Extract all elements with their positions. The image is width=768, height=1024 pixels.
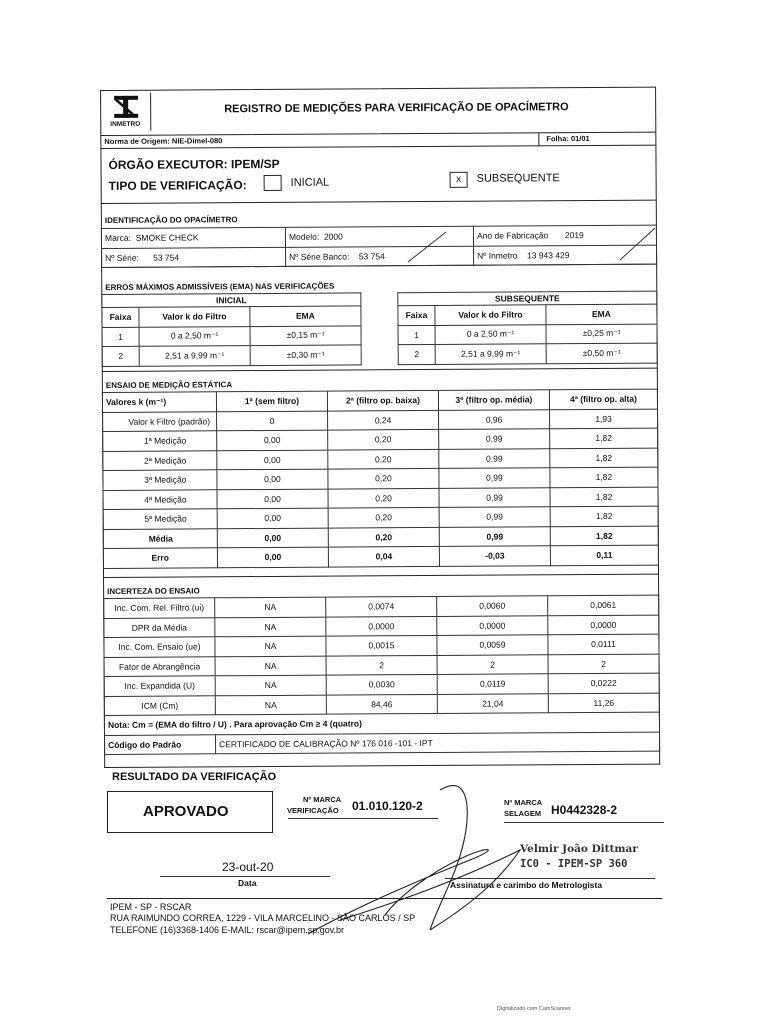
folha-text: Folha: 01/01: [546, 134, 590, 144]
inc-cell: NA: [215, 617, 326, 637]
ident-title: IDENTIFICAÇÃO DO OPACÍMETRO: [104, 215, 238, 225]
ensaio-label: Média: [103, 528, 217, 548]
orgao-box: [100, 146, 656, 204]
inicial-checkbox[interactable]: [264, 175, 282, 191]
table-row: [103, 545, 658, 568]
col-ema: EMA: [250, 306, 361, 326]
inc-cell: NA: [215, 695, 326, 715]
incerteza-title: INCERTEZA DO ENSAIO: [107, 586, 200, 596]
inc-cell: 0,0015: [326, 635, 437, 655]
ema-inicial-faixa-1: 1: [102, 327, 139, 347]
ensaio-label: 1ª Medição: [103, 431, 217, 451]
ema-inicial-ema-2: ±0,30 m⁻¹: [250, 345, 361, 365]
inc-cell: 0,0074: [326, 596, 437, 616]
inc-cell: 0,0000: [326, 616, 437, 636]
ensaio-cell: 0,99: [439, 487, 550, 507]
inmetro-label: Nº Inmetro: [477, 250, 518, 261]
incerteza-table: [103, 595, 660, 755]
ensaio-h1: 1ª (sem filtro): [216, 391, 327, 411]
inc-cell: 0,0059: [437, 635, 548, 655]
marca-sel-label1: Nº MARCA: [504, 798, 543, 807]
marca-label: Marca:: [104, 233, 131, 244]
ema-inicial-header: INICIAL: [102, 293, 361, 308]
ident-table: [101, 225, 657, 268]
subsequente-label: SUBSEQUENTE: [476, 172, 560, 185]
ensaio-cell: 1,82: [550, 487, 658, 507]
norma-text: Norma de Origem: NIE-Dimel-080: [104, 136, 223, 146]
inmetro-logo: [104, 93, 151, 131]
ema-inicial-valor-1: 0 a 2,50 m⁻¹: [139, 326, 250, 346]
inc-label: ICM (Cm): [104, 695, 215, 715]
inc-cell: 84,46: [326, 694, 437, 714]
ensaio-h4: 4ª (filtro op. alta): [549, 389, 657, 409]
ensaio-table: [102, 389, 659, 569]
inc-cell: 0,0222: [548, 673, 659, 693]
ensaio-cell: 0,20: [328, 429, 439, 449]
ensaio-cell: 1,82: [550, 506, 658, 526]
ensaio-cell: 1,93: [550, 409, 658, 429]
marca-sel-underline: [504, 822, 664, 823]
ema-sub-ema-2: ±0,50 m⁻¹: [546, 343, 657, 363]
serie-label: Nº Série:: [105, 252, 139, 263]
orgao-label: ÓRGÃO EXECUTOR: IPEM/SP: [108, 156, 280, 172]
ensaio-cell: 0,00: [217, 430, 328, 450]
marca-verif-label1: Nº MARCA: [303, 795, 342, 804]
ema-inicial-ema-1: ±0,15 m⁻¹: [250, 325, 361, 345]
ensaio-cell: 1,82: [550, 467, 658, 487]
ensaio-cell: 0,99: [439, 468, 550, 488]
col-valor-sub: Valor k do Filtro: [435, 305, 546, 325]
ensaio-cell: 0,00: [217, 489, 328, 509]
sig-line: [445, 878, 655, 879]
inc-cell: NA: [215, 656, 326, 676]
signer-name: Velmir João Dittmar: [520, 843, 638, 855]
ensaio-cell: 0,20: [328, 488, 439, 508]
ensaio-cell: 0,20: [328, 527, 439, 547]
resultado-title: RESULTADO DA VERIFICAÇÃO: [112, 771, 277, 783]
inc-cell: 0,0030: [326, 674, 437, 694]
inc-cell: 0,0000: [548, 615, 659, 635]
serie-value: 53 754: [153, 252, 180, 263]
modelo-label: Modelo:: [288, 231, 320, 243]
sig-label: Assinatura e carimbo do Metrologista: [450, 880, 603, 890]
inc-label: DPR da Média: [104, 617, 215, 637]
col-ema-sub: EMA: [546, 304, 657, 324]
inc-cell: 0,0061: [548, 595, 659, 615]
inc-label: Fator de Abrangência: [104, 656, 215, 676]
ensaio-label: 3ª Medição: [103, 470, 217, 490]
ema-sub-valor-1: 0 a 2,50 m⁻¹: [435, 324, 546, 344]
ema-subsequente-table: [397, 291, 657, 365]
ensaio-h2: 2ª (filtro op. baixa): [327, 390, 438, 410]
ema-inicial-faixa-2: 2: [102, 346, 139, 366]
serie-banco-value: 53 754: [358, 251, 385, 262]
codigo-label: Código do Padrão: [105, 734, 216, 754]
ensaio-cell: 1,82: [550, 428, 658, 448]
logo-text: INMETRO: [110, 120, 141, 128]
ensaio-cell: 0,99: [439, 448, 550, 468]
ema-inicial-table: [101, 292, 361, 366]
inc-label: Inc. Com. Ensaio (ue): [104, 637, 215, 657]
inc-cell: 0,0060: [437, 596, 548, 616]
inicial-label: INICIAL: [290, 176, 330, 189]
inc-cell: 21,04: [437, 693, 548, 713]
modelo-value: 2000: [323, 231, 343, 242]
ensaio-cell: 0,96: [439, 409, 550, 429]
codigo-value: CERTIFICADO DE CALIBRAÇÃO Nº 176 016 -101 - IPT: [215, 732, 659, 754]
footer-line2: RUA RAIMUNDO CORREA, 1229 - VILA MARCELINO - SÃO CARLOS / SP: [110, 913, 416, 923]
ensaio-cell: 1,82: [550, 526, 658, 546]
inc-label: Inc. Expandida (U): [104, 676, 215, 696]
inc-cell: NA: [215, 636, 326, 656]
tipo-label: TIPO DE VERIFICAÇÃO:: [108, 178, 247, 193]
marca-value: SMOKE CHECK: [135, 232, 199, 244]
serie-banco-label: Nº Série Banco:: [289, 251, 350, 262]
inc-cell: 0,0111: [548, 634, 659, 654]
ensaio-cell: 0,00: [217, 450, 328, 470]
ensaio-cell: 0,00: [217, 528, 328, 548]
ensaio-label: 5ª Medição: [103, 509, 217, 529]
marca-sel-label2: SELAGEM: [504, 809, 542, 818]
ensaio-h0: Valores k (m⁻¹): [102, 392, 216, 412]
marca-verif-value: 01.010.120-2: [352, 799, 423, 813]
inmetro-logo-icon: [104, 93, 148, 123]
ensaio-cell: -0,03: [439, 546, 550, 566]
ensaio-cell: 0: [217, 411, 328, 431]
inc-cell: 2: [437, 654, 548, 674]
date-value: 23-out-20: [222, 860, 274, 874]
ensaio-cell: 0,20: [328, 449, 439, 469]
ensaio-label: 2ª Medição: [103, 450, 217, 470]
ema-inicial-valor-2: 2,51 a 9,99 m⁻¹: [139, 346, 250, 366]
inc-cell: NA: [215, 675, 326, 695]
document-sheet: [100, 77, 660, 770]
marca-sel-value: H0442328-2: [551, 803, 618, 817]
scanner-note: Digitalizado com CamScanner: [497, 1006, 571, 1012]
ema-title: ERROS MÁXIMOS ADMISSÍVEIS (EMA) NAS VERIFICAÇÕES: [105, 281, 335, 292]
inmetro-value: 13 943 429: [526, 249, 570, 261]
ensaio-cell: 0,24: [328, 410, 439, 430]
subsequente-checkbox[interactable]: x: [450, 172, 468, 188]
ensaio-cell: 0,11: [550, 545, 658, 565]
date-label: Data: [238, 878, 257, 888]
footer-line1: IPEM - SP - RSCAR: [110, 902, 192, 912]
ensaio-cell: 0,04: [328, 546, 439, 566]
date-line: [160, 876, 330, 877]
ema-sub-valor-2: 2,51 a 9,99 m⁻¹: [435, 344, 546, 364]
col-valor: Valor k do Filtro: [139, 307, 250, 327]
ema-subsequente-header: SUBSEQUENTE: [398, 291, 657, 306]
ensaio-h3: 3ª (filtro op. média): [438, 390, 549, 410]
ensaio-cell: 0,99: [439, 526, 550, 546]
marca-verif-underline: [288, 818, 438, 819]
resultado-status: APROVADO: [143, 803, 229, 820]
ano-value: 2019: [564, 230, 584, 241]
ensaio-cell: 0,99: [439, 429, 550, 449]
ensaio-cell: 0,20: [328, 468, 439, 488]
page-title: REGISTRO DE MEDIÇÕES PARA VERIFICAÇÃO DE OPACÍMETRO: [224, 101, 569, 116]
ensaio-cell: 1,82: [550, 448, 658, 468]
footer-line3: TELEFONE (16)3368-1406 E-MAIL: rscar@ipem.sp.gov.br: [110, 925, 345, 935]
ema-sub-faixa-1: 1: [398, 325, 435, 345]
ensaio-label: Erro: [103, 548, 217, 568]
inc-cell: 2: [548, 654, 659, 674]
inc-cell: 11,26: [548, 693, 659, 713]
marca-verif-label2: VERIFICAÇÃO: [287, 806, 339, 815]
ensaio-cell: 0,99: [439, 507, 550, 527]
ensaio-cell: 0,00: [217, 547, 328, 567]
inc-cell: 2: [326, 655, 437, 675]
nota-text: Nota: Cm = (EMA do filtro / U) . Para aprovação Cm ≥ 4 (quatro): [104, 712, 659, 735]
signer-id: IC0 - IPEM-SP 360: [520, 858, 628, 870]
ema-sub-ema-1: ±0,25 m⁻¹: [546, 324, 657, 344]
inc-cell: 0,0119: [437, 674, 548, 694]
ensaio-cell: 0,00: [217, 508, 328, 528]
ensaio-cell: 0,20: [328, 507, 439, 527]
ano-label: Ano de Fabricação: [476, 230, 549, 241]
inc-cell: 0,0000: [437, 615, 548, 635]
col-faixa: Faixa: [102, 307, 139, 327]
ensaio-label: 4ª Medição: [103, 489, 217, 509]
ema-sub-faixa-2: 2: [398, 344, 435, 364]
ensaio-cell: 0,00: [217, 469, 328, 489]
ensaio-label: Valor k Filtro (padrão): [103, 411, 217, 431]
footer-line: [107, 898, 662, 899]
inc-cell: NA: [215, 597, 326, 617]
inc-label: Inc. Com. Rel. Filtro (ui): [104, 598, 215, 618]
col-faixa-sub: Faixa: [398, 305, 435, 325]
ensaio-title: ENSAIO DE MEDIÇÃO ESTÁTICA: [105, 380, 233, 390]
